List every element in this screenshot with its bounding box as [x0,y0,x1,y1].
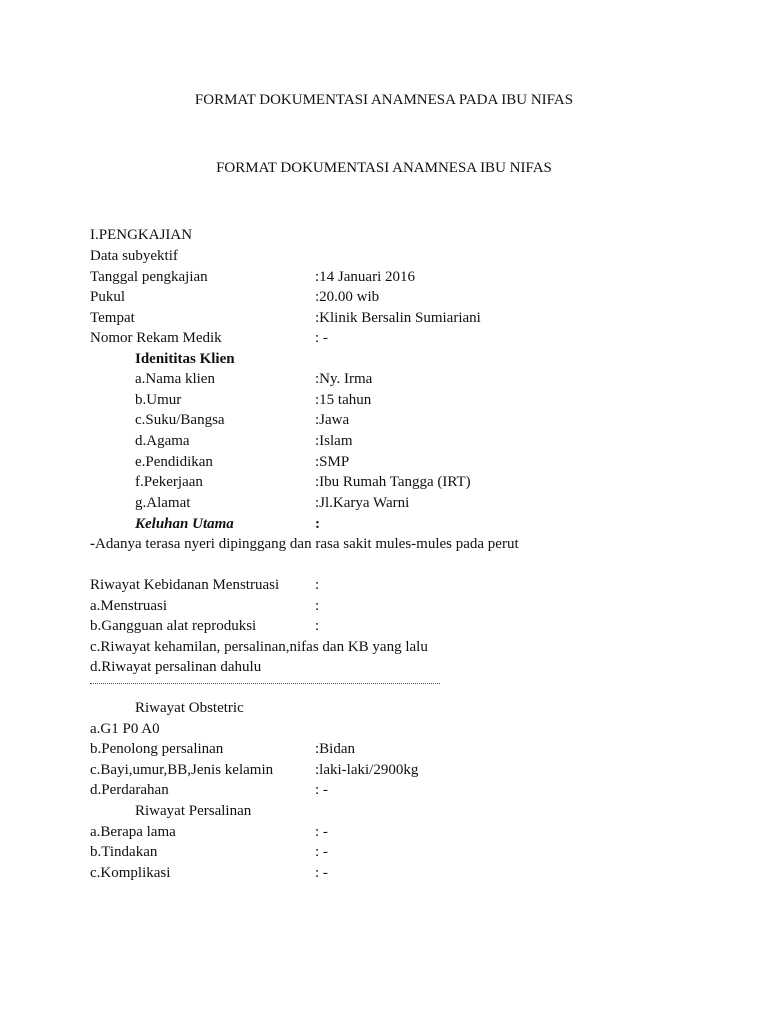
bleeding-value: : - [315,782,328,798]
age-label: b.Umur [135,392,182,408]
occupation-label: f.Pekerjaan [135,474,203,490]
address-value: :Jl.Karya Warni [315,495,410,511]
baby-info-value: :laki-laki/2900kg [315,762,419,778]
client-name-value: :Ny. Irma [315,371,373,387]
date-value: :14 Januari 2016 [315,269,415,285]
labor-duration-value: : - [315,824,328,840]
complaint-line [90,534,519,554]
complaint-text: Adanya terasa nyeri dipinggang dan rasa sakit mules-mules pada perut [95,536,519,552]
previous-labor-line: d.Riwayat persalinan dahulu [90,659,262,675]
complaint-dash: - [90,536,95,552]
birth-attendant-label: b.Penolong persalinan [90,741,224,757]
labor-complication-value: : - [315,865,328,881]
labor-action-value: : - [315,844,328,860]
place-value: :Klinik Bersalin Sumiariani [315,310,481,326]
labor-heading: Riwayat Persalinan [135,803,252,819]
age-value: :15 tahun [315,392,372,408]
education-value: :SMP [315,454,350,470]
birth-attendant-value: :Bidan [315,741,355,757]
labor-duration-label: a.Berapa lama [90,824,176,840]
occupation-value: :Ibu Rumah Tangga (IRT) [315,474,471,490]
dotted-separator [90,683,440,684]
labor-action-label: b.Tindakan [90,844,158,860]
menstrual-heading-colon: : [315,577,320,593]
record-number-value: : - [315,330,328,346]
obstetric-heading: Riwayat Obstetric [135,700,244,716]
date-label: Tanggal pengkajian [90,269,208,285]
menstruation-label: a.Menstruasi [90,598,168,614]
place-label: Tempat [90,310,135,326]
time-value: :20.00 wib [315,289,380,305]
section-heading: I.PENGKAJIAN [90,227,193,243]
complaint-colon: : [315,516,320,532]
menstruation-value: : [315,598,320,614]
reproductive-disorder-value: : [315,618,320,634]
bleeding-label: d.Perdarahan [90,782,169,798]
record-number-label: Nomor Rekam Medik [90,330,222,346]
document-subtitle: FORMAT DOKUMENTASI ANAMNESA IBU NIFAS [216,160,552,176]
ethnicity-label: c.Suku/Bangsa [135,412,225,428]
pregnancy-history-line: c.Riwayat kehamilan, persalinan,nifas dan KB yang lalu [90,639,428,655]
menstrual-heading: Riwayat Kebidanan Menstruasi [90,577,280,593]
address-label: g.Alamat [135,495,191,511]
labor-complication-label: c.Komplikasi [90,865,171,881]
client-name-label: a.Nama klien [135,371,215,387]
time-label: Pukul [90,289,126,305]
education-label: e.Pendidikan [135,454,213,470]
reproductive-disorder-label: b.Gangguan alat reproduksi [90,618,257,634]
subjective-label: Data subyektif [90,248,178,264]
gpa-line: a.G1 P0 A0 [90,721,160,737]
complaint-label: Keluhan Utama [135,516,234,532]
religion-value: :Islam [315,433,353,449]
baby-info-label: c.Bayi,umur,BB,Jenis kelamin [90,762,274,778]
ethnicity-value: :Jawa [315,412,350,428]
identity-heading: Idenititas Klien [135,351,235,367]
document-title: FORMAT DOKUMENTASI ANAMNESA PADA IBU NIFAS [194,92,574,108]
religion-label: d.Agama [135,433,190,449]
